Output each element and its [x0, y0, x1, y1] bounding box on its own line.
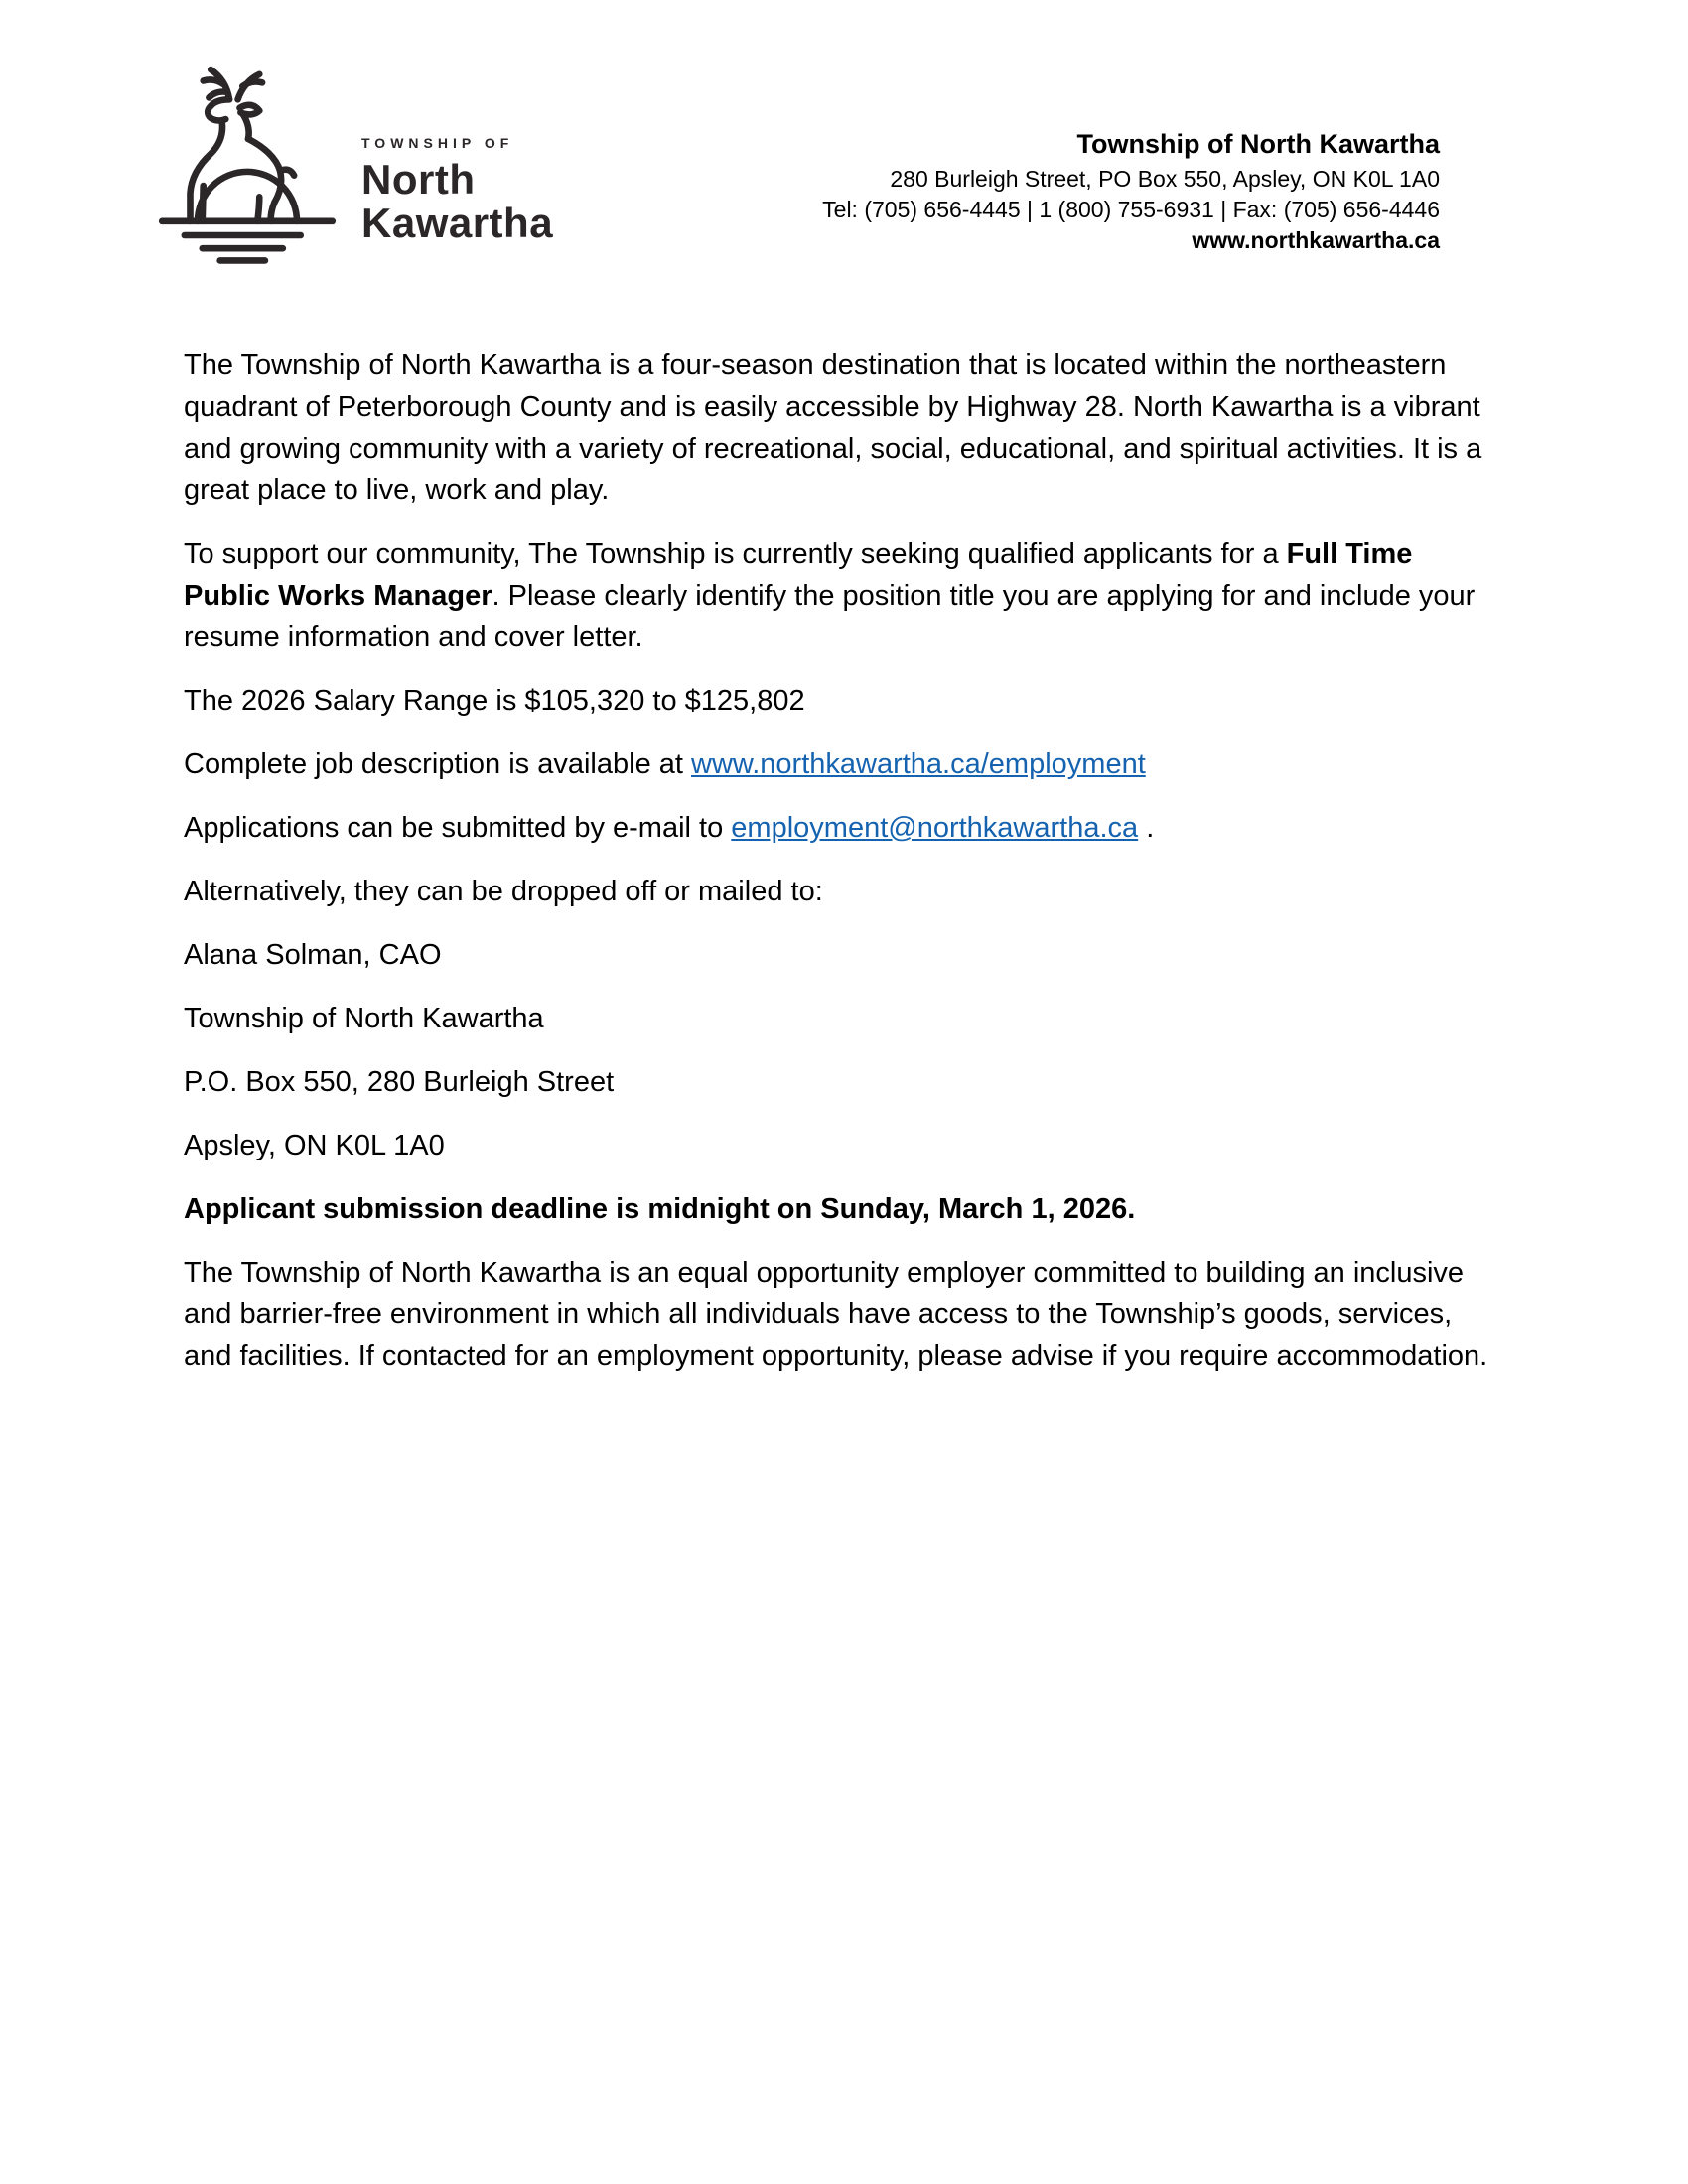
apply-email-text: Applications can be submitted by e-mail to [184, 812, 732, 844]
logo-name-line1: North [361, 156, 476, 203]
seeking-paragraph [184, 533, 1504, 658]
logo-name-line2: Kawartha [361, 199, 554, 246]
employment-email-link[interactable]: employment@northkawartha.ca [731, 812, 1139, 844]
township-logo [149, 62, 553, 278]
org-phone-fax: Tel: (705) 656-4445 | 1 (800) 755-6931 | Fax: (705) 656-4446 [822, 197, 1440, 222]
alternative-line: Alternatively, they can be dropped off or mailed to: [184, 876, 823, 907]
org-address: 280 Burleigh Street, PO Box 550, Apsley, ON K0L 1A0 [890, 166, 1440, 192]
position-title: Full Time Public Works Manager [184, 538, 1413, 612]
salary-line: The 2026 Salary Range is $105,320 to $125,802 [184, 685, 805, 717]
logo-wordmark [361, 135, 553, 244]
mail-contact-address2: Apsley, ON K0L 1A0 [184, 1130, 445, 1161]
job-description-text: Complete job description is available at [184, 749, 691, 780]
mail-contact-name: Alana Solman, CAO [184, 939, 442, 971]
deadline-line [184, 1188, 1504, 1230]
seeking-text-pre: To support our community, The Township is currently seeking qualified applicants for a [184, 538, 1287, 570]
employment-page-link[interactable]: www.northkawartha.ca/employment [691, 749, 1146, 780]
apply-email-line [184, 807, 1504, 849]
contact-block [822, 127, 1440, 256]
mail-contact-address1: P.O. Box 550, 280 Burleigh Street [184, 1066, 615, 1098]
mail-contact-org: Township of North Kawartha [184, 1003, 544, 1034]
deadline-text: Applicant submission deadline is midnight on Sunday, March 1, 2026. [184, 1193, 1136, 1225]
letterhead [0, 0, 1688, 278]
letter-body [0, 278, 1688, 1377]
job-description-line [184, 744, 1504, 785]
org-website: www.northkawartha.ca [1192, 227, 1440, 253]
equal-opportunity-paragraph: The Township of North Kawartha is an equal opportunity employer committed to building an inclusive and barrier-free environment in which all individuals have access to the Township’s goods, services, and facilities. If contacted for an employment opportunity, please advise if you require accommodation. [184, 1257, 1488, 1372]
apply-email-period: . [1138, 812, 1155, 844]
intro-paragraph: The Township of North Kawartha is a four-season destination that is located within the northeastern quadrant of Peterborough County and is easily accessible by Highway 28. North Kawartha is a vibrant and growing community with a variety of recreational, social, educational, and spiritual activities. It is a great place to live, work and play. [184, 349, 1482, 506]
seeking-text-post: . Please clearly identify the position title you are applying for and include your resume information and cover letter. [184, 580, 1476, 653]
logo-tagline: TOWNSHIP OF [361, 135, 514, 151]
org-name: Township of North Kawartha [1076, 129, 1440, 159]
deer-icon [149, 62, 346, 278]
